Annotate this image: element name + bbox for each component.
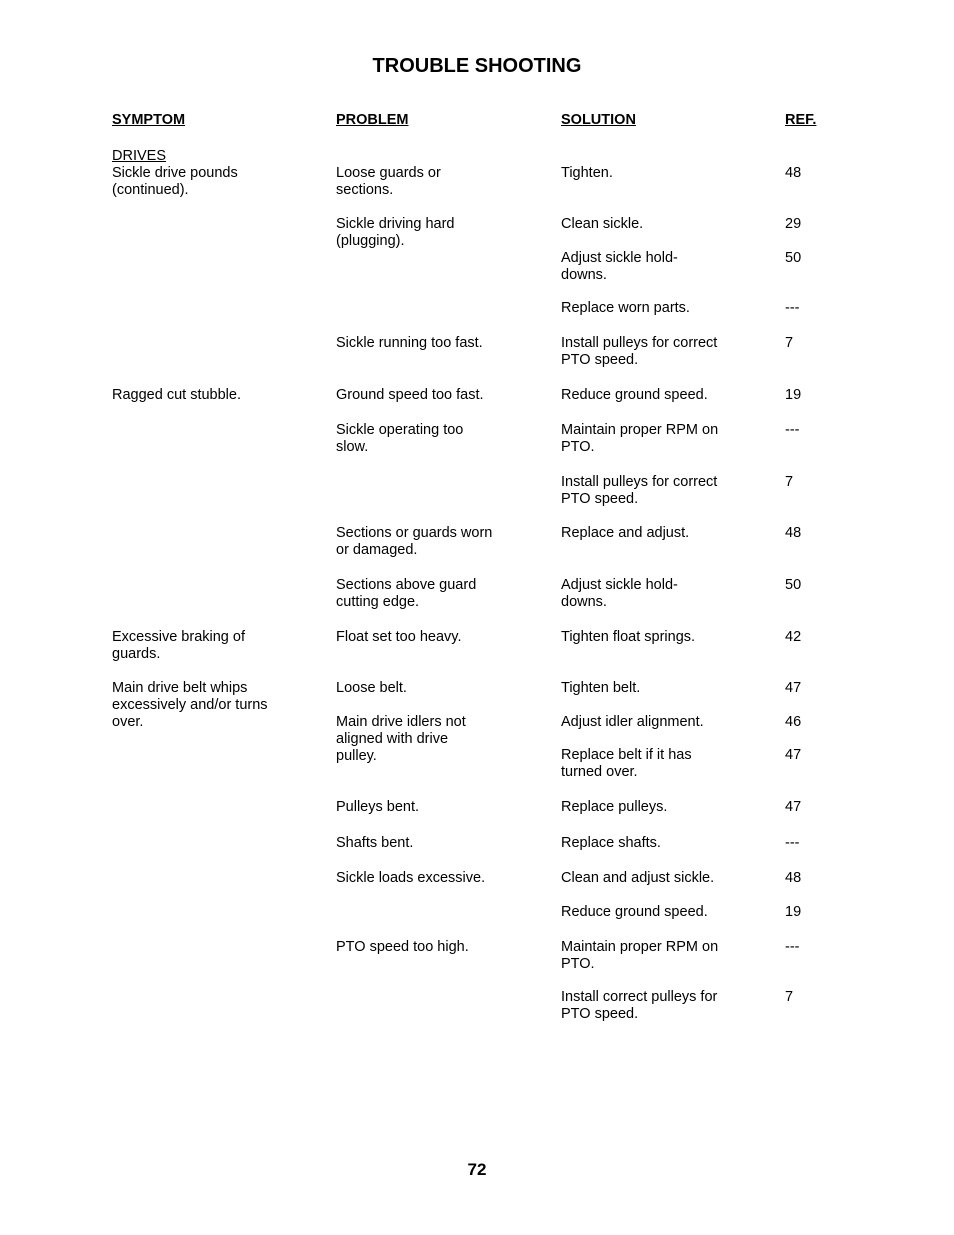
solution-cell: Adjust idler alignment. (561, 714, 704, 730)
problem-cell: Sickle loads excessive. (336, 870, 486, 886)
solution-cell: Install correct pulleys for PTO speed. (561, 989, 718, 1022)
problem-cell: Sections or guards worn or damaged. (336, 525, 493, 558)
solution-cell: Tighten. (561, 165, 613, 181)
solution-cell: Reduce ground speed. (561, 904, 708, 920)
solution-cell: Adjust sickle hold- downs. (561, 250, 678, 283)
problem-cell: Sickle driving hard (plugging). (336, 216, 455, 249)
solution-cell: Tighten float springs. (561, 629, 696, 645)
ref-cell: 7 (785, 335, 794, 351)
ref-cell: 47 (785, 747, 802, 763)
problem-cell: PTO speed too high. (336, 939, 469, 955)
symptom-cell: Excessive braking of guards. (112, 629, 245, 662)
solution-cell: Clean and adjust sickle. (561, 870, 715, 886)
solution-cell: Reduce ground speed. (561, 387, 708, 403)
header-symptom: SYMPTOM (112, 112, 186, 128)
solution-cell: Adjust sickle hold- downs. (561, 577, 678, 610)
problem-cell: Sickle running too fast. (336, 335, 483, 351)
symptom-cell: Main drive belt whips excessively and/or turns over. (112, 680, 268, 730)
ref-cell: --- (785, 939, 800, 955)
solution-cell: Clean sickle. (561, 216, 644, 232)
solution-cell: Replace worn parts. (561, 300, 690, 316)
ref-cell: 50 (785, 250, 802, 266)
page-title: TROUBLE SHOOTING (372, 55, 582, 77)
ref-cell: 47 (785, 680, 802, 696)
ref-cell: 19 (785, 387, 802, 403)
ref-cell: 29 (785, 216, 802, 232)
ref-cell: --- (785, 422, 800, 438)
ref-cell: 47 (785, 799, 802, 815)
solution-cell: Replace belt if it has turned over. (561, 747, 692, 780)
problem-cell: Shafts bent. (336, 835, 414, 851)
solution-cell: Maintain proper RPM on PTO. (561, 422, 719, 455)
ref-cell: 46 (785, 714, 802, 730)
problem-cell: Ground speed too fast. (336, 387, 484, 403)
problem-cell: Loose belt. (336, 680, 407, 696)
problem-cell: Loose guards or sections. (336, 165, 441, 198)
ref-cell: 50 (785, 577, 802, 593)
ref-cell: 7 (785, 474, 794, 490)
header-ref: REF. (785, 112, 817, 128)
problem-cell: Sickle operating too slow. (336, 422, 464, 455)
solution-cell: Replace and adjust. (561, 525, 690, 541)
ref-cell: 48 (785, 870, 802, 886)
problem-cell: Sections above guard cutting edge. (336, 577, 477, 610)
ref-cell: 7 (785, 989, 794, 1005)
ref-cell: 19 (785, 904, 802, 920)
solution-cell: Install pulleys for correct PTO speed. (561, 474, 718, 507)
ref-cell: 48 (785, 165, 802, 181)
solution-cell: Install pulleys for correct PTO speed. (561, 335, 718, 368)
header-problem: PROBLEM (336, 112, 409, 128)
ref-cell: --- (785, 835, 800, 851)
ref-cell: 48 (785, 525, 802, 541)
ref-cell: 42 (785, 629, 802, 645)
page-number: 72 (467, 1160, 487, 1179)
header-solution: SOLUTION (561, 112, 636, 128)
ref-cell: --- (785, 300, 800, 316)
problem-cell: Main drive idlers not aligned with drive pulley. (336, 714, 466, 764)
symptom-cell: Sickle drive pounds (continued). (112, 165, 238, 198)
problem-cell: Pulleys bent. (336, 799, 420, 815)
solution-cell: Replace shafts. (561, 835, 661, 851)
section-label: DRIVES (112, 148, 166, 164)
solution-cell: Maintain proper RPM on PTO. (561, 939, 719, 972)
symptom-cell: Ragged cut stubble. (112, 387, 241, 403)
solution-cell: Tighten belt. (561, 680, 641, 696)
solution-cell: Replace pulleys. (561, 799, 668, 815)
problem-cell: Float set too heavy. (336, 629, 462, 645)
